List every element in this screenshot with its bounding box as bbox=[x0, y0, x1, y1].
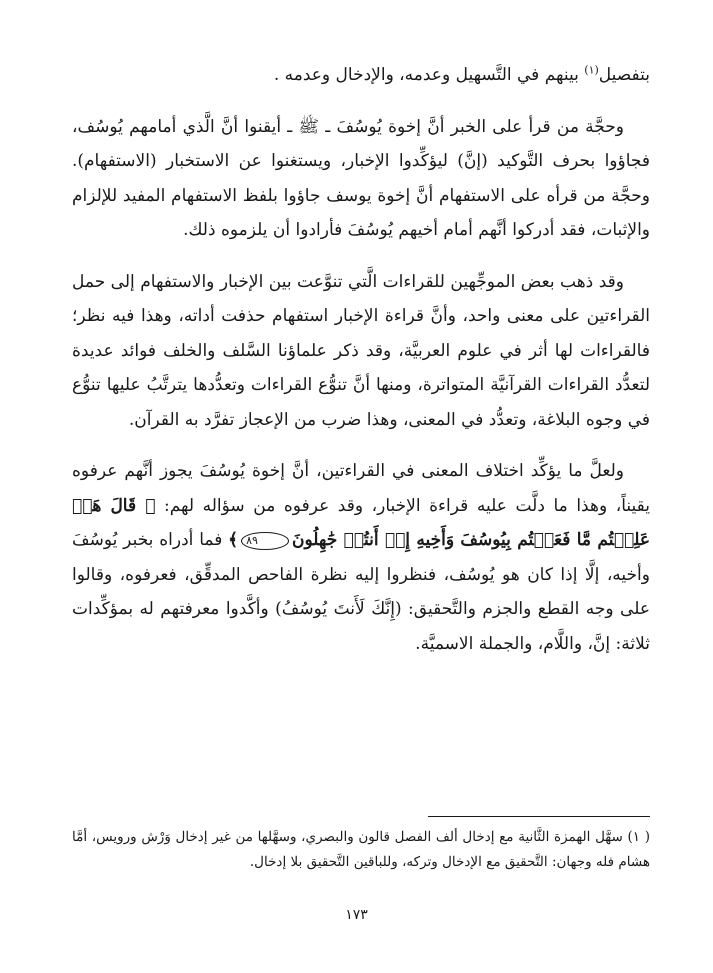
paragraph-1-text-start: بتفصيل bbox=[598, 65, 650, 85]
quran-closing-bracket: ﴾ bbox=[228, 530, 239, 550]
page-body bbox=[72, 58, 650, 661]
paragraph-1 bbox=[72, 58, 650, 93]
footnote-divider bbox=[428, 816, 650, 817]
paragraph-4-text-end: فما أدراه بخبر يُوسُفَ وأخيه، إلَّا إذا كان هو يُوسُف، فنظروا إليه نظرة الفاحص المدقِّق، فعرفوه، وقالوا على وجه القطع والجزم والتَّحقيق: (إِنَّكَ لَأَنتَ يُوسُفُ) وأكَّدوا معرفتهم له بمؤكِّدات ثلاثة: إنَّ، واللَّام، والجملة الاسميَّة. bbox=[72, 530, 650, 654]
page-number: ١٧٣ bbox=[345, 907, 368, 923]
paragraph-4 bbox=[72, 454, 650, 661]
verse-number-marker: ٨٩ bbox=[241, 532, 289, 550]
footnote-text: ( ١) سهَّل الهمزة الثَّانية مع إدخال ألف الفصل قالون والبصري، وسهَّلها من غير إدخال وَرْش ورويس، أمَّا هشام فله وجهان: التَّحقيق مع الإدخال وتركه، وللباقين التَّحقيق بلا إدخال. bbox=[72, 829, 650, 870]
paragraph-1-text-end: بينهم في التَّسهيل وعدمه، والإدخال وعدمه . bbox=[273, 65, 585, 85]
paragraph-3: وقد ذهب بعض الموجِّهين للقراءات الَّتي تنوَّعت بين الإخبار والاستفهام إلى حمل القراءتين على معنى واحد، وأنَّ قراءة الإخبار استفهام حذفت أداته، وهذا فيه نظر؛ فالقراءات لها أثر في علوم العربيَّة، وقد ذكر علماؤنا السَّلف والخلف فوائد عديدة لتعدُّد القراءات القرآنيَّة المتواترة، ومنها أنَّ تنوُّع القراءات وتعدُّدها يترتَّبُ عليها تنوُّع في وجوه البلاغة، وتعدُّد في المعنى، وهذا ضرب من الإعجاز تفرَّد به القرآن. bbox=[72, 271, 650, 430]
footnote-reference[interactable]: (١) bbox=[584, 63, 599, 77]
paragraph-2: وحجَّة من قرأ على الخبر أنَّ إخوة يُوسُفَ ـ ﷺ ـ أيقنوا أنَّ الَّذي أمامهم يُوسُف، فجاؤوا بحرف التَّوكيد (إنَّ) ليؤكِّدوا الإخبار، ويستغنوا عن الاستخبار (الاستفهام). وحجَّة من قرأه على الاستفهام أنَّ إخوة يوسف جاؤوا بلفظ الاستفهام المفيد للإلزام والإثبات، فقد أدركوا أنَّهم أمام أخيهم يُوسُفَ فأرادوا أن يلزموه ذلك. bbox=[72, 116, 650, 240]
paragraph-4-text-start: ولعلَّ ما يؤكِّد اختلاف المعنى في القراءتين، أنَّ إخوة يُوسُفَ يجوز أنَّهم عرفوه يقيناً، وهذا ما دلَّت عليه قراءة الإخبار، وقد عرفوه من سؤاله لهم: bbox=[72, 461, 650, 516]
quran-verse: ﴿ قَالَ هَلۡ عَلِمۡتُم مَّا فَعَلۡتُم بِيُوسُفَ وَأَخِيهِ إِذۡ أَنتُمۡ جَٰهِلُونَ bbox=[72, 495, 650, 550]
